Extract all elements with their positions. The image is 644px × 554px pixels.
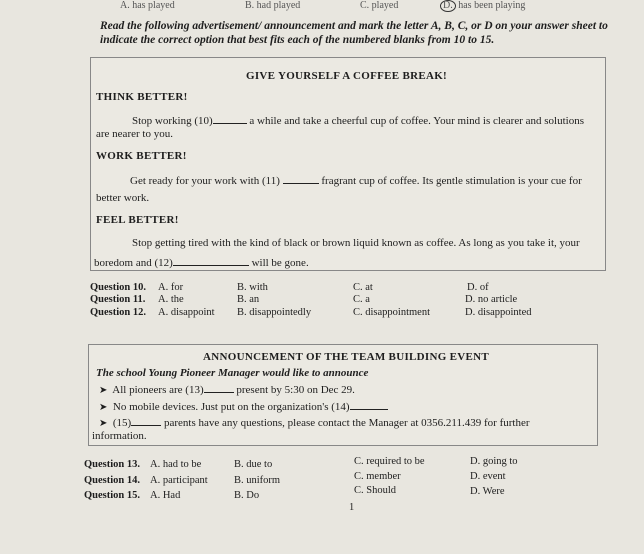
q15-option-d: D. Were <box>470 486 505 497</box>
q15-option-b: B. Do <box>234 490 260 501</box>
q11-option-a: A. the <box>158 294 184 305</box>
bullet-1-text-a: All pioneers are (13) <box>112 384 204 396</box>
ad-p1-line-2: are nearer to you. <box>96 128 173 140</box>
q11-option-b: B. an <box>237 294 260 305</box>
q12-label: Question 12. <box>90 307 147 318</box>
q12-option-c: C. disappointment <box>353 307 430 318</box>
announcement-bullet-1 <box>99 382 355 396</box>
bullet-3-text-b: parents have any questions, please contact the Manager at 0356.211.439 for further <box>161 417 530 429</box>
ad-p3-text-b: boredom and (12) <box>94 257 173 269</box>
top-option-a: A. has played <box>120 0 175 11</box>
ad-p2-text-a: Get ready for your work with (11) <box>130 175 283 187</box>
blank-11 <box>283 173 319 184</box>
q13-option-d: D. going to <box>470 456 518 467</box>
ad-p2-line-2: better work. <box>96 192 150 204</box>
q15-label: Question 15. <box>84 490 141 501</box>
instruction-line-2: indicate the correct option that best fits each of the numbered blanks from 10 to 15. <box>100 34 495 46</box>
q11-label: Question 11. <box>90 294 146 305</box>
q14-option-c: C. member <box>354 471 401 482</box>
bullet-3-text-a: (15) <box>112 417 132 429</box>
blank-12 <box>173 255 249 266</box>
ad-title: GIVE YOURSELF A COFFEE BREAK! <box>246 70 448 82</box>
top-option-b: B. had played <box>245 0 301 11</box>
q11-option-d: D. no article <box>465 294 518 305</box>
q14-option-d: D. event <box>470 471 506 482</box>
arrow-bullet-icon: ➤ <box>99 418 108 429</box>
top-option-c: C. played <box>360 0 399 11</box>
q15-option-c: C. Should <box>354 485 397 496</box>
circled-answer-mark: D. <box>440 0 456 12</box>
ad-paragraph-3: Stop getting tired with the kind of black or brown liquid known as coffee. As long as you take it, your <box>132 237 580 249</box>
q11-option-c: C. a <box>353 294 370 305</box>
q15-option-a: A. Had <box>150 490 181 501</box>
q13-label: Question 13. <box>84 459 141 470</box>
q12-option-d: D. disappointed <box>465 307 532 318</box>
announcement-intro: The school Young Pioneer Manager would like to announce <box>96 367 369 379</box>
arrow-bullet-icon: ➤ <box>99 402 108 413</box>
arrow-bullet-icon: ➤ <box>99 385 108 396</box>
ad-paragraph-2 <box>130 173 582 187</box>
announcement-bullet-3 <box>99 415 530 429</box>
q13-option-b: B. due to <box>234 459 273 470</box>
ad-p3-line-2 <box>94 255 309 269</box>
q14-option-a: A. participant <box>150 475 208 486</box>
instruction-line-1: Read the following advertisement/ announcement and mark the letter A, B, C, or D on your answer sheet to <box>100 20 608 32</box>
ad-heading-think-better: THINK BETTER! <box>96 91 188 103</box>
ad-p2-text-b: fragrant cup of coffee. Its gentle stimulation is your cue for <box>318 175 582 187</box>
announcement-bullet-2 <box>99 399 388 413</box>
ad-p3-text-c: will be gone. <box>248 257 309 269</box>
q13-option-c: C. required to be <box>354 456 425 467</box>
announcement-bullet-3-line-2: information. <box>92 430 147 442</box>
blank-13 <box>204 382 234 393</box>
q12-option-b: B. disappointedly <box>237 307 312 318</box>
q10-option-a: A. for <box>158 282 184 293</box>
page-number: 1 <box>349 502 355 513</box>
ad-heading-work-better: WORK BETTER! <box>96 150 187 162</box>
q12-option-a: A. disappoint <box>158 307 215 318</box>
ad-heading-feel-better: FEEL BETTER! <box>96 214 179 226</box>
top-option-d <box>440 0 525 12</box>
blank-15 <box>131 415 161 426</box>
ad-p1-text-a: Stop working (10) <box>132 115 213 127</box>
q10-option-b: B. with <box>237 282 268 293</box>
q10-label: Question 10. <box>90 282 147 293</box>
ad-paragraph-1 <box>132 113 584 127</box>
blank-10 <box>213 113 247 124</box>
top-option-d-text: has been playing <box>458 0 526 11</box>
ad-p1-text-b: a while and take a cheerful cup of coffee. Your mind is clearer and solutions <box>246 115 584 127</box>
q10-option-d: D. of <box>467 282 489 293</box>
blank-14 <box>350 399 388 410</box>
bullet-1-text-b: present by 5:30 on Dec 29. <box>233 384 355 396</box>
q13-option-a: A. had to be <box>150 459 202 470</box>
q14-label: Question 14. <box>84 475 141 486</box>
bullet-2-text-a: No mobile devices. Just put on the organization's (14) <box>112 401 350 413</box>
announcement-title: ANNOUNCEMENT OF THE TEAM BUILDING EVENT <box>203 351 490 363</box>
q10-option-c: C. at <box>353 282 373 293</box>
q14-option-b: B. uniform <box>234 475 281 486</box>
